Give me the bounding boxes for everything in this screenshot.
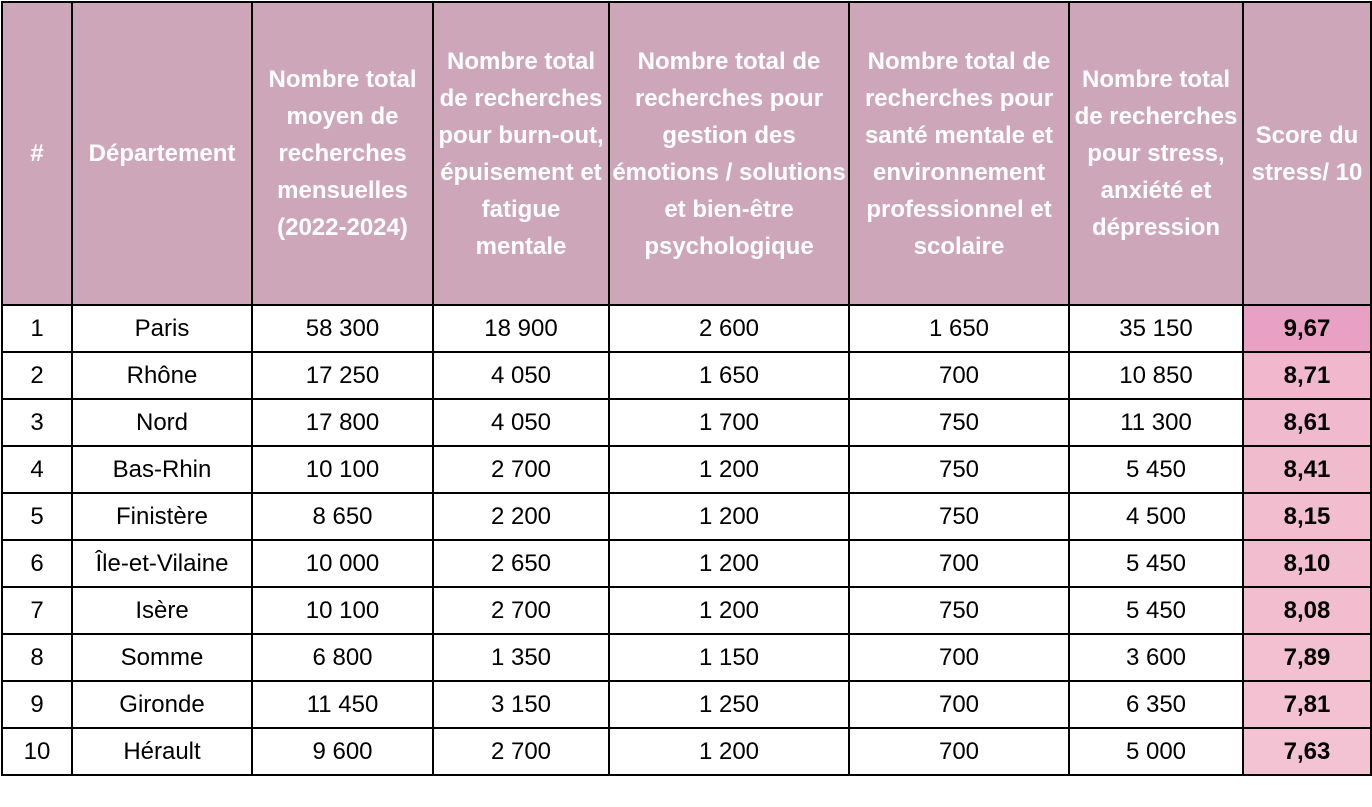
table-row <box>2 352 1371 399</box>
emotions-cell: 1 250 <box>609 681 849 728</box>
monthly-avg-cell: 8 650 <box>252 493 433 540</box>
table-row <box>2 587 1371 634</box>
rank-cell: 9 <box>2 681 72 728</box>
emotions-cell: 1 200 <box>609 493 849 540</box>
rank-cell: 3 <box>2 399 72 446</box>
emotions-cell: 1 150 <box>609 634 849 681</box>
rank-cell: 10 <box>2 728 72 775</box>
stress-cell: 3 600 <box>1069 634 1243 681</box>
emotions-cell: 1 700 <box>609 399 849 446</box>
monthly-avg-cell: 10 100 <box>252 446 433 493</box>
stress-ranking-table <box>1 1 1372 776</box>
department-cell: Hérault <box>72 728 252 775</box>
monthly-avg-cell: 6 800 <box>252 634 433 681</box>
table-row <box>2 399 1371 446</box>
monthly-avg-cell: 11 450 <box>252 681 433 728</box>
header-monthly-avg: Nombre total moyen de recherches mensuelles (2022-2024) <box>252 2 433 305</box>
header-rank: # <box>2 2 72 305</box>
monthly-avg-cell: 58 300 <box>252 305 433 352</box>
department-cell: Nord <box>72 399 252 446</box>
department-cell: Rhône <box>72 352 252 399</box>
score-cell: 8,08 <box>1243 587 1371 634</box>
monthly-avg-cell: 10 000 <box>252 540 433 587</box>
rank-cell: 1 <box>2 305 72 352</box>
stress-cell: 11 300 <box>1069 399 1243 446</box>
department-cell: Isère <box>72 587 252 634</box>
work-school-cell: 700 <box>849 681 1069 728</box>
burnout-cell: 3 150 <box>433 681 609 728</box>
rank-cell: 4 <box>2 446 72 493</box>
header-emotions: Nombre total de recherches pour gestion des émotions / solutions et bien-être psychologique <box>609 2 849 305</box>
department-cell: Paris <box>72 305 252 352</box>
score-cell: 7,81 <box>1243 681 1371 728</box>
stress-cell: 4 500 <box>1069 493 1243 540</box>
rank-cell: 5 <box>2 493 72 540</box>
emotions-cell: 2 600 <box>609 305 849 352</box>
work-school-cell: 750 <box>849 446 1069 493</box>
rank-cell: 7 <box>2 587 72 634</box>
department-cell: Somme <box>72 634 252 681</box>
work-school-cell: 750 <box>849 399 1069 446</box>
burnout-cell: 2 700 <box>433 728 609 775</box>
stress-cell: 35 150 <box>1069 305 1243 352</box>
emotions-cell: 1 200 <box>609 540 849 587</box>
work-school-cell: 700 <box>849 540 1069 587</box>
stress-cell: 6 350 <box>1069 681 1243 728</box>
burnout-cell: 4 050 <box>433 352 609 399</box>
emotions-cell: 1 200 <box>609 728 849 775</box>
monthly-avg-cell: 17 250 <box>252 352 433 399</box>
emotions-cell: 1 200 <box>609 446 849 493</box>
burnout-cell: 2 700 <box>433 446 609 493</box>
department-cell: Finistère <box>72 493 252 540</box>
table-row <box>2 305 1371 352</box>
stress-cell: 5 450 <box>1069 540 1243 587</box>
score-cell: 8,15 <box>1243 493 1371 540</box>
work-school-cell: 700 <box>849 728 1069 775</box>
score-cell: 8,71 <box>1243 352 1371 399</box>
score-cell: 7,63 <box>1243 728 1371 775</box>
monthly-avg-cell: 17 800 <box>252 399 433 446</box>
work-school-cell: 750 <box>849 493 1069 540</box>
table-row <box>2 540 1371 587</box>
rank-cell: 6 <box>2 540 72 587</box>
score-cell: 7,89 <box>1243 634 1371 681</box>
department-cell: Bas-Rhin <box>72 446 252 493</box>
stress-cell: 5 450 <box>1069 446 1243 493</box>
table-row <box>2 728 1371 775</box>
rank-cell: 2 <box>2 352 72 399</box>
burnout-cell: 1 350 <box>433 634 609 681</box>
table-row <box>2 446 1371 493</box>
work-school-cell: 750 <box>849 587 1069 634</box>
burnout-cell: 2 700 <box>433 587 609 634</box>
rank-cell: 8 <box>2 634 72 681</box>
header-work-school: Nombre total de recherches pour santé mentale et environnement professionnel et scolaire <box>849 2 1069 305</box>
work-school-cell: 700 <box>849 352 1069 399</box>
burnout-cell: 2 650 <box>433 540 609 587</box>
table-row <box>2 681 1371 728</box>
burnout-cell: 2 200 <box>433 493 609 540</box>
monthly-avg-cell: 10 100 <box>252 587 433 634</box>
emotions-cell: 1 650 <box>609 352 849 399</box>
header-row <box>2 2 1371 305</box>
department-cell: Île-et-Vilaine <box>72 540 252 587</box>
score-cell: 8,10 <box>1243 540 1371 587</box>
header-department: Département <box>72 2 252 305</box>
monthly-avg-cell: 9 600 <box>252 728 433 775</box>
work-school-cell: 1 650 <box>849 305 1069 352</box>
score-cell: 9,67 <box>1243 305 1371 352</box>
header-burnout: Nombre total de recherches pour burn-out, épuisement et fatigue mentale <box>433 2 609 305</box>
score-cell: 8,61 <box>1243 399 1371 446</box>
table-row <box>2 634 1371 681</box>
stress-cell: 10 850 <box>1069 352 1243 399</box>
score-cell: 8,41 <box>1243 446 1371 493</box>
stress-cell: 5 450 <box>1069 587 1243 634</box>
table-row <box>2 493 1371 540</box>
work-school-cell: 700 <box>849 634 1069 681</box>
header-score: Score du stress/ 10 <box>1243 2 1371 305</box>
department-cell: Gironde <box>72 681 252 728</box>
emotions-cell: 1 200 <box>609 587 849 634</box>
header-stress: Nombre total de recherches pour stress, anxiété et dépression <box>1069 2 1243 305</box>
stress-cell: 5 000 <box>1069 728 1243 775</box>
burnout-cell: 18 900 <box>433 305 609 352</box>
burnout-cell: 4 050 <box>433 399 609 446</box>
